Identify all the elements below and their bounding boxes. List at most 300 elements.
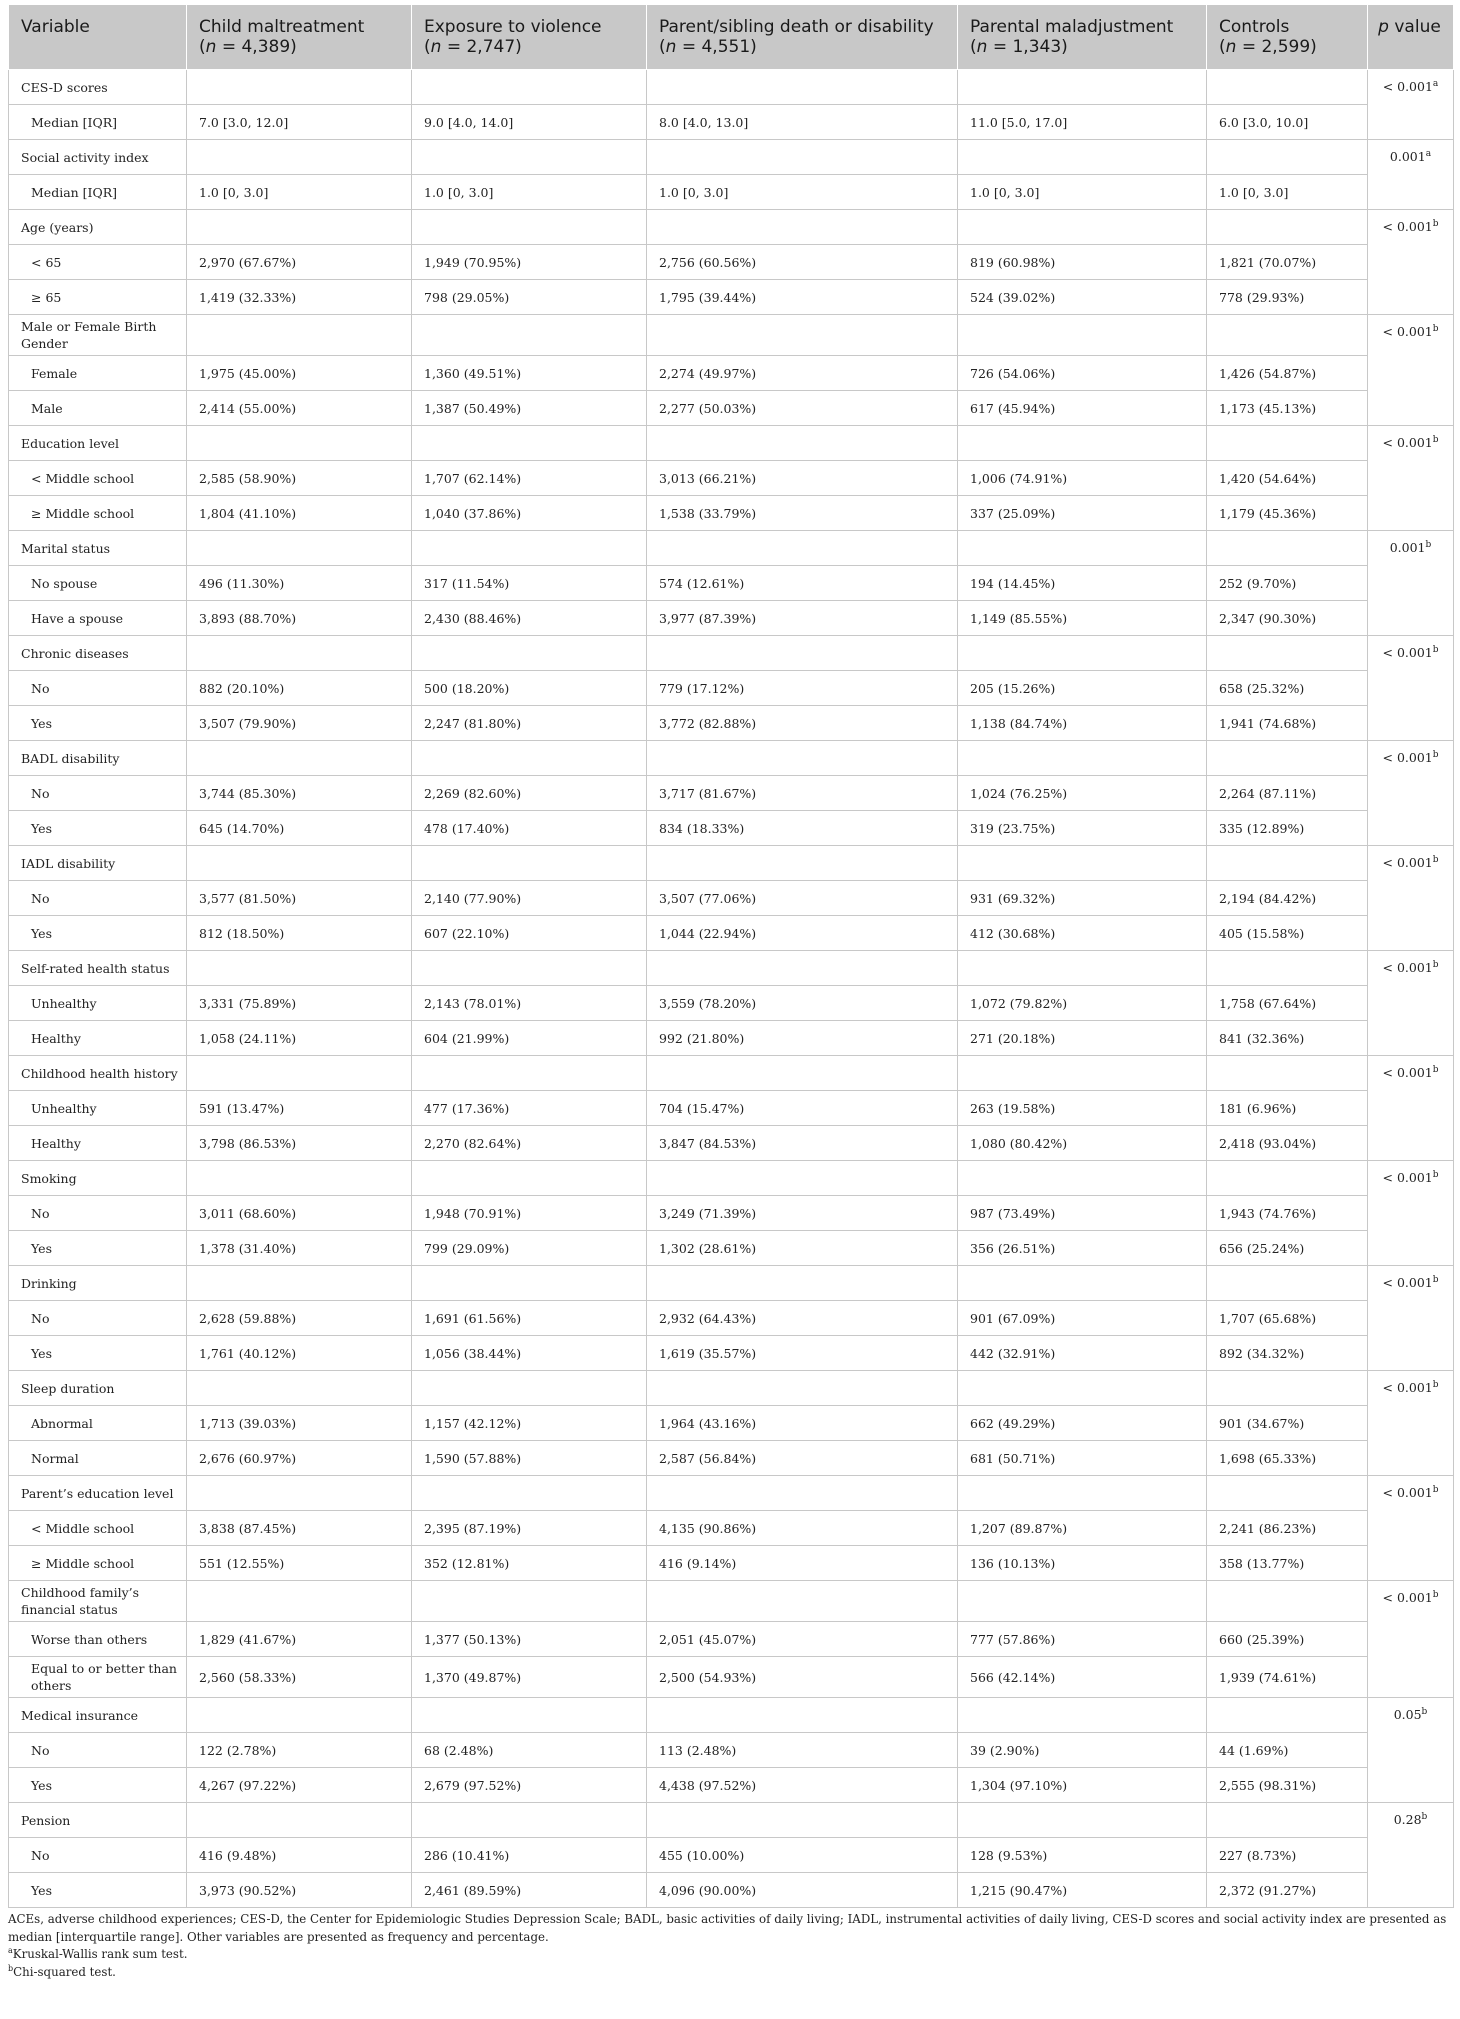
value-cell: 591 (13.47%) <box>187 1091 412 1126</box>
value-cell: 4,267 (97.22%) <box>187 1768 412 1803</box>
value-cell: 1,173 (45.13%) <box>1207 391 1368 426</box>
value-cell: 1,040 (37.86%) <box>412 496 647 531</box>
table-row <box>9 1231 1454 1266</box>
value-cell: 2,587 (56.84%) <box>647 1441 958 1476</box>
value-cell: 11.0 [5.0, 17.0] <box>958 105 1207 140</box>
table-row <box>9 356 1454 391</box>
empty-cell <box>1207 846 1368 881</box>
value-cell: 3,893 (88.70%) <box>187 601 412 636</box>
value-cell: 3,249 (71.39%) <box>647 1196 958 1231</box>
row-label: Median [IQR] <box>9 175 187 210</box>
value-cell: 1,538 (33.79%) <box>647 496 958 531</box>
value-cell: 1,044 (22.94%) <box>647 916 958 951</box>
empty-cell <box>412 951 647 986</box>
header-col-parental-maladjustment: Parental maladjustment (n = 1,343) <box>958 5 1207 70</box>
empty-cell <box>187 1803 412 1838</box>
row-label: Yes <box>9 1336 187 1371</box>
value-cell: 812 (18.50%) <box>187 916 412 951</box>
empty-cell <box>187 1476 412 1511</box>
table-row <box>9 175 1454 210</box>
section-label: Education level <box>9 426 187 461</box>
table-row <box>9 1768 1454 1803</box>
section-label: Age (years) <box>9 210 187 245</box>
section-row <box>9 951 1454 986</box>
table-row <box>9 1733 1454 1768</box>
value-cell: 1,804 (41.10%) <box>187 496 412 531</box>
section-label: Self-rated health status <box>9 951 187 986</box>
value-cell: 819 (60.98%) <box>958 245 1207 280</box>
value-cell: 3,507 (79.90%) <box>187 706 412 741</box>
empty-cell <box>1207 70 1368 105</box>
table-row <box>9 105 1454 140</box>
value-cell: 2,194 (84.42%) <box>1207 881 1368 916</box>
row-label: Worse than others <box>9 1622 187 1657</box>
row-label: Have a spouse <box>9 601 187 636</box>
section-row <box>9 636 1454 671</box>
row-label: Yes <box>9 1231 187 1266</box>
value-cell: 7.0 [3.0, 12.0] <box>187 105 412 140</box>
table-row <box>9 1838 1454 1873</box>
p-value-cell: 0.05$^b$ <box>1368 1698 1454 1803</box>
section-label: CES-D scores <box>9 70 187 105</box>
header-col-n: 2,599 <box>1261 37 1311 57</box>
value-cell: 992 (21.80%) <box>647 1021 958 1056</box>
empty-cell <box>647 1698 958 1733</box>
section-row <box>9 210 1454 245</box>
empty-cell <box>187 210 412 245</box>
value-cell: 2,051 (45.07%) <box>647 1622 958 1657</box>
empty-cell <box>958 210 1207 245</box>
empty-cell <box>1207 1803 1368 1838</box>
header-col-name: Exposure to violence <box>424 17 602 37</box>
empty-cell <box>958 1266 1207 1301</box>
section-row <box>9 1056 1454 1091</box>
value-cell: 181 (6.96%) <box>1207 1091 1368 1126</box>
section-row <box>9 1371 1454 1406</box>
value-cell: 524 (39.02%) <box>958 280 1207 315</box>
row-label: Yes <box>9 811 187 846</box>
table-row <box>9 1441 1454 1476</box>
value-cell: 2,395 (87.19%) <box>412 1511 647 1546</box>
empty-cell <box>412 426 647 461</box>
row-label: Normal <box>9 1441 187 1476</box>
value-cell: 574 (12.61%) <box>647 566 958 601</box>
empty-cell <box>958 1476 1207 1511</box>
value-cell: 1,360 (49.51%) <box>412 356 647 391</box>
value-cell: 892 (34.32%) <box>1207 1336 1368 1371</box>
empty-cell <box>647 636 958 671</box>
value-cell: 122 (2.78%) <box>187 1733 412 1768</box>
value-cell: 1,975 (45.00%) <box>187 356 412 391</box>
value-cell: 412 (30.68%) <box>958 916 1207 951</box>
row-label: No spouse <box>9 566 187 601</box>
row-label: Female <box>9 356 187 391</box>
row-label: No <box>9 1838 187 1873</box>
empty-cell <box>647 741 958 776</box>
row-label: < Middle school <box>9 1511 187 1546</box>
p-value-cell: < 0.001$^b$ <box>1368 951 1454 1056</box>
p-value-cell: 0.001$^a$ <box>1368 140 1454 210</box>
p-value-cell: < 0.001$^b$ <box>1368 741 1454 846</box>
value-cell: 834 (18.33%) <box>647 811 958 846</box>
row-label: No <box>9 881 187 916</box>
value-cell: 3,977 (87.39%) <box>647 601 958 636</box>
value-cell: 1,302 (28.61%) <box>647 1231 958 1266</box>
row-label: Yes <box>9 706 187 741</box>
value-cell: 113 (2.48%) <box>647 1733 958 1768</box>
empty-cell <box>1207 315 1368 356</box>
header-col-n: 4,389 <box>241 37 291 57</box>
value-cell: 3,772 (82.88%) <box>647 706 958 741</box>
empty-cell <box>187 1266 412 1301</box>
empty-cell <box>1207 1581 1368 1622</box>
value-cell: 3,798 (86.53%) <box>187 1126 412 1161</box>
header-row <box>9 5 1454 70</box>
value-cell: 726 (54.06%) <box>958 356 1207 391</box>
row-label: Yes <box>9 916 187 951</box>
value-cell: 39 (2.90%) <box>958 1733 1207 1768</box>
empty-cell <box>412 741 647 776</box>
value-cell: 658 (25.32%) <box>1207 671 1368 706</box>
value-cell: 4,438 (97.52%) <box>647 1768 958 1803</box>
value-cell: 2,418 (93.04%) <box>1207 1126 1368 1161</box>
value-cell: 1,821 (70.07%) <box>1207 245 1368 280</box>
empty-cell <box>647 1056 958 1091</box>
value-cell: 1,761 (40.12%) <box>187 1336 412 1371</box>
value-cell: 901 (67.09%) <box>958 1301 1207 1336</box>
section-label: Sleep duration <box>9 1371 187 1406</box>
empty-cell <box>958 70 1207 105</box>
empty-cell <box>412 1266 647 1301</box>
section-label: Parent’s education level <box>9 1476 187 1511</box>
value-cell: 136 (10.13%) <box>958 1546 1207 1581</box>
row-label: No <box>9 776 187 811</box>
empty-cell <box>647 846 958 881</box>
empty-cell <box>412 846 647 881</box>
empty-cell <box>1207 426 1368 461</box>
value-cell: 2,628 (59.88%) <box>187 1301 412 1336</box>
empty-cell <box>958 951 1207 986</box>
value-cell: 4,135 (90.86%) <box>647 1511 958 1546</box>
section-label: Medical insurance <box>9 1698 187 1733</box>
p-value-cell: < 0.001$^b$ <box>1368 1266 1454 1371</box>
value-cell: 1,590 (57.88%) <box>412 1441 647 1476</box>
table-row <box>9 1336 1454 1371</box>
row-label: Median [IQR] <box>9 105 187 140</box>
header-col-controls: Controls (n = 2,599) <box>1207 5 1368 70</box>
value-cell: 1,420 (54.64%) <box>1207 461 1368 496</box>
empty-cell <box>412 70 647 105</box>
header-col-n: 2,747 <box>466 37 516 57</box>
section-label: BADL disability <box>9 741 187 776</box>
value-cell: 477 (17.36%) <box>412 1091 647 1126</box>
p-value-cell: < 0.001$^b$ <box>1368 1581 1454 1698</box>
value-cell: 4,096 (90.00%) <box>647 1873 958 1908</box>
empty-cell <box>1207 1698 1368 1733</box>
value-cell: 1,072 (79.82%) <box>958 986 1207 1021</box>
row-label: No <box>9 1301 187 1336</box>
header-col-name: Child maltreatment <box>199 17 365 37</box>
section-row <box>9 140 1454 175</box>
value-cell: 416 (9.48%) <box>187 1838 412 1873</box>
empty-cell <box>1207 1056 1368 1091</box>
table-row <box>9 916 1454 951</box>
table-row <box>9 566 1454 601</box>
row-label: No <box>9 671 187 706</box>
p-value-cell: < 0.001$^b$ <box>1368 426 1454 531</box>
header-col-name: Parental maladjustment <box>970 17 1174 37</box>
table-row <box>9 811 1454 846</box>
value-cell: 799 (29.09%) <box>412 1231 647 1266</box>
value-cell: 442 (32.91%) <box>958 1336 1207 1371</box>
value-cell: 2,247 (81.80%) <box>412 706 647 741</box>
section-label: Childhood health history <box>9 1056 187 1091</box>
section-row <box>9 1476 1454 1511</box>
value-cell: 358 (13.77%) <box>1207 1546 1368 1581</box>
empty-cell <box>412 210 647 245</box>
empty-cell <box>1207 140 1368 175</box>
row-label: ≥ Middle school <box>9 496 187 531</box>
section-row <box>9 531 1454 566</box>
empty-cell <box>1207 951 1368 986</box>
p-value-cell: < 0.001$^b$ <box>1368 210 1454 315</box>
value-cell: 987 (73.49%) <box>958 1196 1207 1231</box>
section-row <box>9 846 1454 881</box>
empty-cell <box>958 426 1207 461</box>
value-cell: 2,430 (88.46%) <box>412 601 647 636</box>
p-value-cell: < 0.001$^b$ <box>1368 846 1454 951</box>
row-label: Equal to or better than others <box>9 1657 187 1698</box>
value-cell: 3,717 (81.67%) <box>647 776 958 811</box>
footnote-a: $^a$Kruskal-Wallis rank sum test. <box>8 1946 188 1961</box>
p-value-cell: < 0.001$^b$ <box>1368 1161 1454 1266</box>
value-cell: 3,973 (90.52%) <box>187 1873 412 1908</box>
section-row <box>9 70 1454 105</box>
value-cell: 1.0 [0, 3.0] <box>187 175 412 210</box>
table-row <box>9 1301 1454 1336</box>
empty-cell <box>187 315 412 356</box>
value-cell: 1,964 (43.16%) <box>647 1406 958 1441</box>
value-cell: 2,756 (60.56%) <box>647 245 958 280</box>
empty-cell <box>1207 1476 1368 1511</box>
table-row <box>9 496 1454 531</box>
table-row <box>9 1511 1454 1546</box>
table-row <box>9 280 1454 315</box>
row-label: Unhealthy <box>9 986 187 1021</box>
value-cell: 566 (42.14%) <box>958 1657 1207 1698</box>
table-row <box>9 1021 1454 1056</box>
value-cell: 405 (15.58%) <box>1207 916 1368 951</box>
header-col-parent-sibling-death: Parent/sibling death or disability (n = 4,551) <box>647 5 958 70</box>
table-row <box>9 706 1454 741</box>
value-cell: 1,006 (74.91%) <box>958 461 1207 496</box>
characteristics-table <box>8 4 1454 1908</box>
empty-cell <box>412 140 647 175</box>
row-label: Healthy <box>9 1021 187 1056</box>
value-cell: 478 (17.40%) <box>412 811 647 846</box>
empty-cell <box>958 846 1207 881</box>
value-cell: 500 (18.20%) <box>412 671 647 706</box>
row-label: Abnormal <box>9 1406 187 1441</box>
section-row <box>9 1266 1454 1301</box>
p-value-cell: 0.28$^b$ <box>1368 1803 1454 1908</box>
value-cell: 263 (19.58%) <box>958 1091 1207 1126</box>
value-cell: 1,707 (62.14%) <box>412 461 647 496</box>
section-label: Social activity index <box>9 140 187 175</box>
table-row <box>9 671 1454 706</box>
empty-cell <box>187 846 412 881</box>
empty-cell <box>1207 1161 1368 1196</box>
value-cell: 604 (21.99%) <box>412 1021 647 1056</box>
value-cell: 662 (49.29%) <box>958 1406 1207 1441</box>
value-cell: 1,698 (65.33%) <box>1207 1441 1368 1476</box>
value-cell: 645 (14.70%) <box>187 811 412 846</box>
empty-cell <box>187 140 412 175</box>
value-cell: 3,577 (81.50%) <box>187 881 412 916</box>
header-p-value: p value <box>1368 5 1454 70</box>
table-row <box>9 245 1454 280</box>
empty-cell <box>412 636 647 671</box>
value-cell: 455 (10.00%) <box>647 1838 958 1873</box>
empty-cell <box>187 1581 412 1622</box>
empty-cell <box>412 315 647 356</box>
section-label: Male or Female Birth Gender <box>9 315 187 356</box>
value-cell: 2,277 (50.03%) <box>647 391 958 426</box>
row-label: Yes <box>9 1768 187 1803</box>
value-cell: 68 (2.48%) <box>412 1733 647 1768</box>
table-body <box>9 70 1454 1908</box>
empty-cell <box>647 951 958 986</box>
table-row <box>9 1546 1454 1581</box>
empty-cell <box>412 1056 647 1091</box>
value-cell: 1,024 (76.25%) <box>958 776 1207 811</box>
value-cell: 416 (9.14%) <box>647 1546 958 1581</box>
value-cell: 3,331 (75.89%) <box>187 986 412 1021</box>
empty-cell <box>187 741 412 776</box>
value-cell: 1,304 (97.10%) <box>958 1768 1207 1803</box>
value-cell: 681 (50.71%) <box>958 1441 1207 1476</box>
value-cell: 1,713 (39.03%) <box>187 1406 412 1441</box>
value-cell: 1,419 (32.33%) <box>187 280 412 315</box>
empty-cell <box>958 315 1207 356</box>
empty-cell <box>187 531 412 566</box>
value-cell: 194 (14.45%) <box>958 566 1207 601</box>
value-cell: 2,555 (98.31%) <box>1207 1768 1368 1803</box>
value-cell: 1,179 (45.36%) <box>1207 496 1368 531</box>
value-cell: 2,372 (91.27%) <box>1207 1873 1368 1908</box>
value-cell: 2,269 (82.60%) <box>412 776 647 811</box>
value-cell: 2,241 (86.23%) <box>1207 1511 1368 1546</box>
value-cell: 286 (10.41%) <box>412 1838 647 1873</box>
value-cell: 1,080 (80.42%) <box>958 1126 1207 1161</box>
empty-cell <box>958 1161 1207 1196</box>
empty-cell <box>187 1056 412 1091</box>
table-row <box>9 1196 1454 1231</box>
p-value-cell: < 0.001$^b$ <box>1368 1476 1454 1581</box>
value-cell: 335 (12.89%) <box>1207 811 1368 846</box>
p-value-cell: 0.001$^b$ <box>1368 531 1454 636</box>
empty-cell <box>958 1581 1207 1622</box>
value-cell: 2,679 (97.52%) <box>412 1768 647 1803</box>
empty-cell <box>647 315 958 356</box>
value-cell: 1,056 (38.44%) <box>412 1336 647 1371</box>
empty-cell <box>412 1161 647 1196</box>
empty-cell <box>647 531 958 566</box>
row-label: Healthy <box>9 1126 187 1161</box>
value-cell: 2,274 (49.97%) <box>647 356 958 391</box>
value-cell: 1,377 (50.13%) <box>412 1622 647 1657</box>
value-cell: 352 (12.81%) <box>412 1546 647 1581</box>
value-cell: 798 (29.05%) <box>412 280 647 315</box>
value-cell: 3,838 (87.45%) <box>187 1511 412 1546</box>
value-cell: 2,140 (77.90%) <box>412 881 647 916</box>
value-cell: 3,507 (77.06%) <box>647 881 958 916</box>
table-row <box>9 1126 1454 1161</box>
p-value-cell: < 0.001$^b$ <box>1368 636 1454 741</box>
row-label: < Middle school <box>9 461 187 496</box>
empty-cell <box>187 1371 412 1406</box>
section-row <box>9 315 1454 356</box>
empty-cell <box>1207 741 1368 776</box>
table-row <box>9 1091 1454 1126</box>
value-cell: 227 (8.73%) <box>1207 1838 1368 1873</box>
value-cell: 704 (15.47%) <box>647 1091 958 1126</box>
footnote-abbreviations: ACEs, adverse childhood experiences; CES-D, the Center for Epidemiologic Studies Depression Scale; BADL, basic activities of daily living; IADL, instrumental activities of daily living, CES-D scores and social activity index are presented as median [interquartile range]. Other variables are presented as frequency and percentage. <box>8 1912 1447 1944</box>
value-cell: 1,619 (35.57%) <box>647 1336 958 1371</box>
table-row <box>9 776 1454 811</box>
section-row <box>9 741 1454 776</box>
value-cell: 1.0 [0, 3.0] <box>958 175 1207 210</box>
p-value-cell: < 0.001$^b$ <box>1368 1371 1454 1476</box>
value-cell: 1,378 (31.40%) <box>187 1231 412 1266</box>
table-row <box>9 391 1454 426</box>
header-col-name: Controls <box>1219 17 1290 37</box>
section-row <box>9 1581 1454 1622</box>
header-variable: Variable <box>9 5 187 70</box>
value-cell: 660 (25.39%) <box>1207 1622 1368 1657</box>
value-cell: 3,744 (85.30%) <box>187 776 412 811</box>
value-cell: 2,676 (60.97%) <box>187 1441 412 1476</box>
p-value-cell: < 0.001$^a$ <box>1368 70 1454 140</box>
table-row <box>9 1657 1454 1698</box>
empty-cell <box>412 1581 647 1622</box>
value-cell: 2,270 (82.64%) <box>412 1126 647 1161</box>
empty-cell <box>958 1698 1207 1733</box>
empty-cell <box>958 531 1207 566</box>
table-header <box>9 5 1454 70</box>
value-cell: 1,948 (70.91%) <box>412 1196 647 1231</box>
value-cell: 319 (23.75%) <box>958 811 1207 846</box>
value-cell: 841 (32.36%) <box>1207 1021 1368 1056</box>
row-label: ≥ Middle school <box>9 1546 187 1581</box>
value-cell: 1,387 (50.49%) <box>412 391 647 426</box>
value-cell: 2,143 (78.01%) <box>412 986 647 1021</box>
empty-cell <box>647 140 958 175</box>
value-cell: 205 (15.26%) <box>958 671 1207 706</box>
value-cell: 2,560 (58.33%) <box>187 1657 412 1698</box>
value-cell: 1,207 (89.87%) <box>958 1511 1207 1546</box>
header-col-child-maltreatment: Child maltreatment (n = 4,389) <box>187 5 412 70</box>
header-col-name: Parent/sibling death or disability <box>659 17 934 37</box>
section-label: Drinking <box>9 1266 187 1301</box>
empty-cell <box>958 140 1207 175</box>
value-cell: 271 (20.18%) <box>958 1021 1207 1056</box>
empty-cell <box>1207 210 1368 245</box>
empty-cell <box>958 1056 1207 1091</box>
value-cell: 2,500 (54.93%) <box>647 1657 958 1698</box>
empty-cell <box>647 1266 958 1301</box>
empty-cell <box>958 1803 1207 1838</box>
